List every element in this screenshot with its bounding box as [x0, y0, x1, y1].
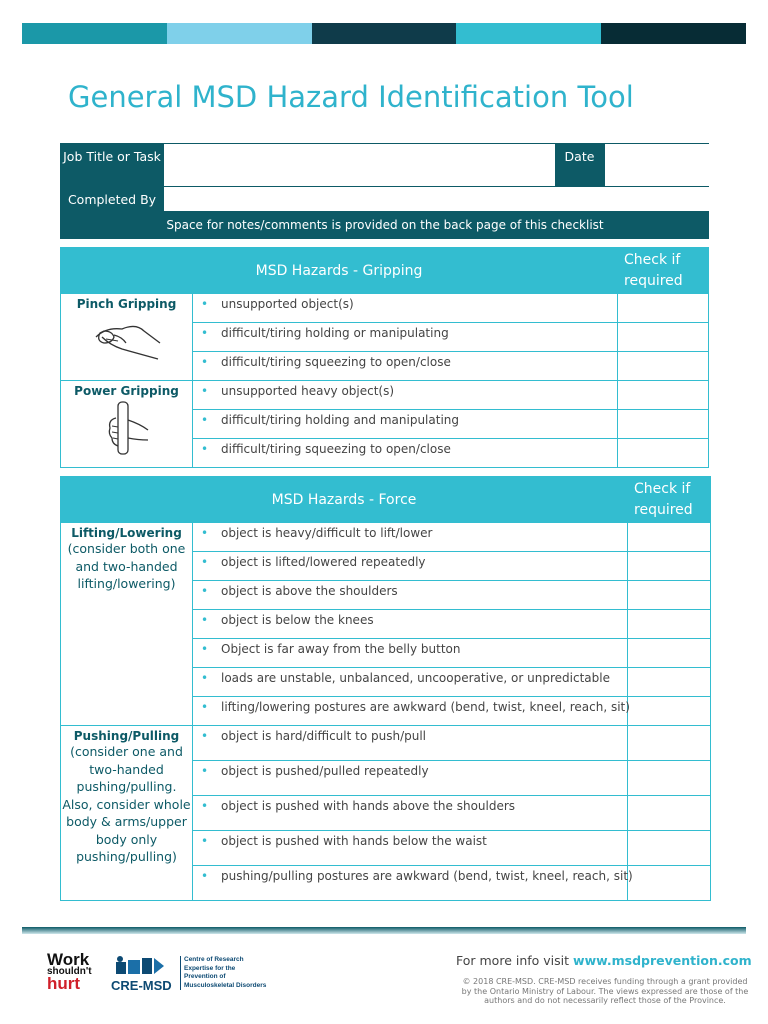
- check-cell[interactable]: [628, 697, 711, 726]
- date-field[interactable]: [604, 144, 709, 187]
- copyright-text: © 2018 CRE-MSD. CRE-MSD receives funding through a grant provided by the Ontario Ministry of Labour. The views expressed are those of the authors and do not necessarily reflect those of the Province.: [461, 977, 749, 1005]
- hazard-item: • object is above the shoulders: [193, 581, 628, 610]
- work-shouldnt-hurt-logo: Work shouldn't hurt: [47, 950, 92, 993]
- cre-msd-description: Centre of Research Expertise for the Prevention of Musculoskeletal Disorders: [180, 956, 266, 990]
- hazard-item: • object is below the knees: [193, 610, 628, 639]
- check-cell[interactable]: [618, 381, 709, 410]
- hazard-item: • Object is far away from the belly button: [193, 639, 628, 668]
- check-cell[interactable]: [618, 323, 709, 352]
- hazard-item: • pushing/pulling postures are awkward (bend, twist, kneel, reach, sit): [193, 866, 628, 901]
- completed-by-label: Completed By: [61, 187, 163, 212]
- check-cell[interactable]: [618, 352, 709, 381]
- category-power-gripping: [61, 381, 193, 468]
- check-cell[interactable]: [628, 581, 711, 610]
- category-note: (consider both one and two-handed lifting/lowering): [67, 541, 186, 591]
- page-title: General MSD Hazard Identification Tool: [68, 80, 634, 114]
- hazard-item: • object is hard/difficult to push/pull: [193, 726, 628, 761]
- check-cell[interactable]: [618, 294, 709, 323]
- check-cell[interactable]: [628, 726, 711, 761]
- check-cell[interactable]: [628, 831, 711, 866]
- check-cell[interactable]: [618, 410, 709, 439]
- gripping-hazards-table: [60, 247, 709, 468]
- category-name: Pushing/Pulling: [73, 729, 180, 743]
- category-name: Power Gripping: [74, 384, 179, 398]
- category-name: Lifting/Lowering: [71, 526, 182, 540]
- hazard-item: • unsupported object(s): [193, 294, 618, 323]
- power-grip-hand-icon: [102, 400, 152, 458]
- footer-rule: [22, 927, 746, 934]
- cre-msd-wordmark: CRE-MSD: [111, 978, 172, 993]
- check-cell[interactable]: [628, 761, 711, 796]
- job-title-label: Job Title or Task: [61, 144, 163, 187]
- pinch-grip-hand-icon: [92, 315, 162, 363]
- more-info-line: For more info visit www.msdprevention.com: [456, 953, 752, 968]
- website-link[interactable]: www.msdprevention.com: [573, 953, 752, 968]
- date-label: Date: [555, 144, 604, 187]
- hazard-item: • unsupported heavy object(s): [193, 381, 618, 410]
- hazard-item: • object is pushed/pulled repeatedly: [193, 761, 628, 796]
- hazard-item: • object is lifted/lowered repeatedly: [193, 552, 628, 581]
- hazard-item: • difficult/tiring squeezing to open/close: [193, 352, 618, 381]
- cre-msd-mark-icon: [110, 954, 168, 976]
- job-info-table: [60, 143, 709, 239]
- completed-by-field[interactable]: [163, 187, 709, 212]
- gripping-header: MSD Hazards - Gripping: [61, 248, 618, 294]
- hazard-item: • loads are unstable, unbalanced, uncooperative, or unpredictable: [193, 668, 628, 697]
- category-pinch-gripping: [61, 294, 193, 381]
- hazard-item: • object is pushed with hands below the waist: [193, 831, 628, 866]
- gripping-check-header: Check if required: [618, 248, 709, 294]
- category-pushing-pulling: [61, 726, 193, 901]
- force-check-header: Check if required: [628, 477, 711, 523]
- category-lifting-lowering: [61, 523, 193, 726]
- hazard-item: • lifting/lowering postures are awkward (bend, twist, kneel, reach, sit): [193, 697, 628, 726]
- hazard-item: • difficult/tiring holding and manipulating: [193, 410, 618, 439]
- job-title-field[interactable]: [163, 144, 555, 187]
- notes-banner: Space for notes/comments is provided on the back page of this checklist: [61, 212, 709, 239]
- check-cell[interactable]: [628, 796, 711, 831]
- check-cell[interactable]: [618, 439, 709, 468]
- force-hazards-table: [60, 476, 711, 901]
- force-header: MSD Hazards - Force: [61, 477, 628, 523]
- check-cell[interactable]: [628, 552, 711, 581]
- hazard-item: • object is heavy/difficult to lift/lower: [193, 523, 628, 552]
- hazard-item: • difficult/tiring squeezing to open/close: [193, 439, 618, 468]
- category-name: Pinch Gripping: [76, 297, 177, 311]
- check-cell[interactable]: [628, 668, 711, 697]
- category-note: (consider one and two-handed pushing/pulling. Also, consider whole body & arms/upper body only pushing/pulling): [62, 744, 191, 864]
- check-cell[interactable]: [628, 866, 711, 901]
- top-color-bar: [22, 23, 746, 44]
- check-cell[interactable]: [628, 523, 711, 552]
- check-cell[interactable]: [628, 639, 711, 668]
- hazard-item: • difficult/tiring holding or manipulating: [193, 323, 618, 352]
- hazard-item: • object is pushed with hands above the shoulders: [193, 796, 628, 831]
- check-cell[interactable]: [628, 610, 711, 639]
